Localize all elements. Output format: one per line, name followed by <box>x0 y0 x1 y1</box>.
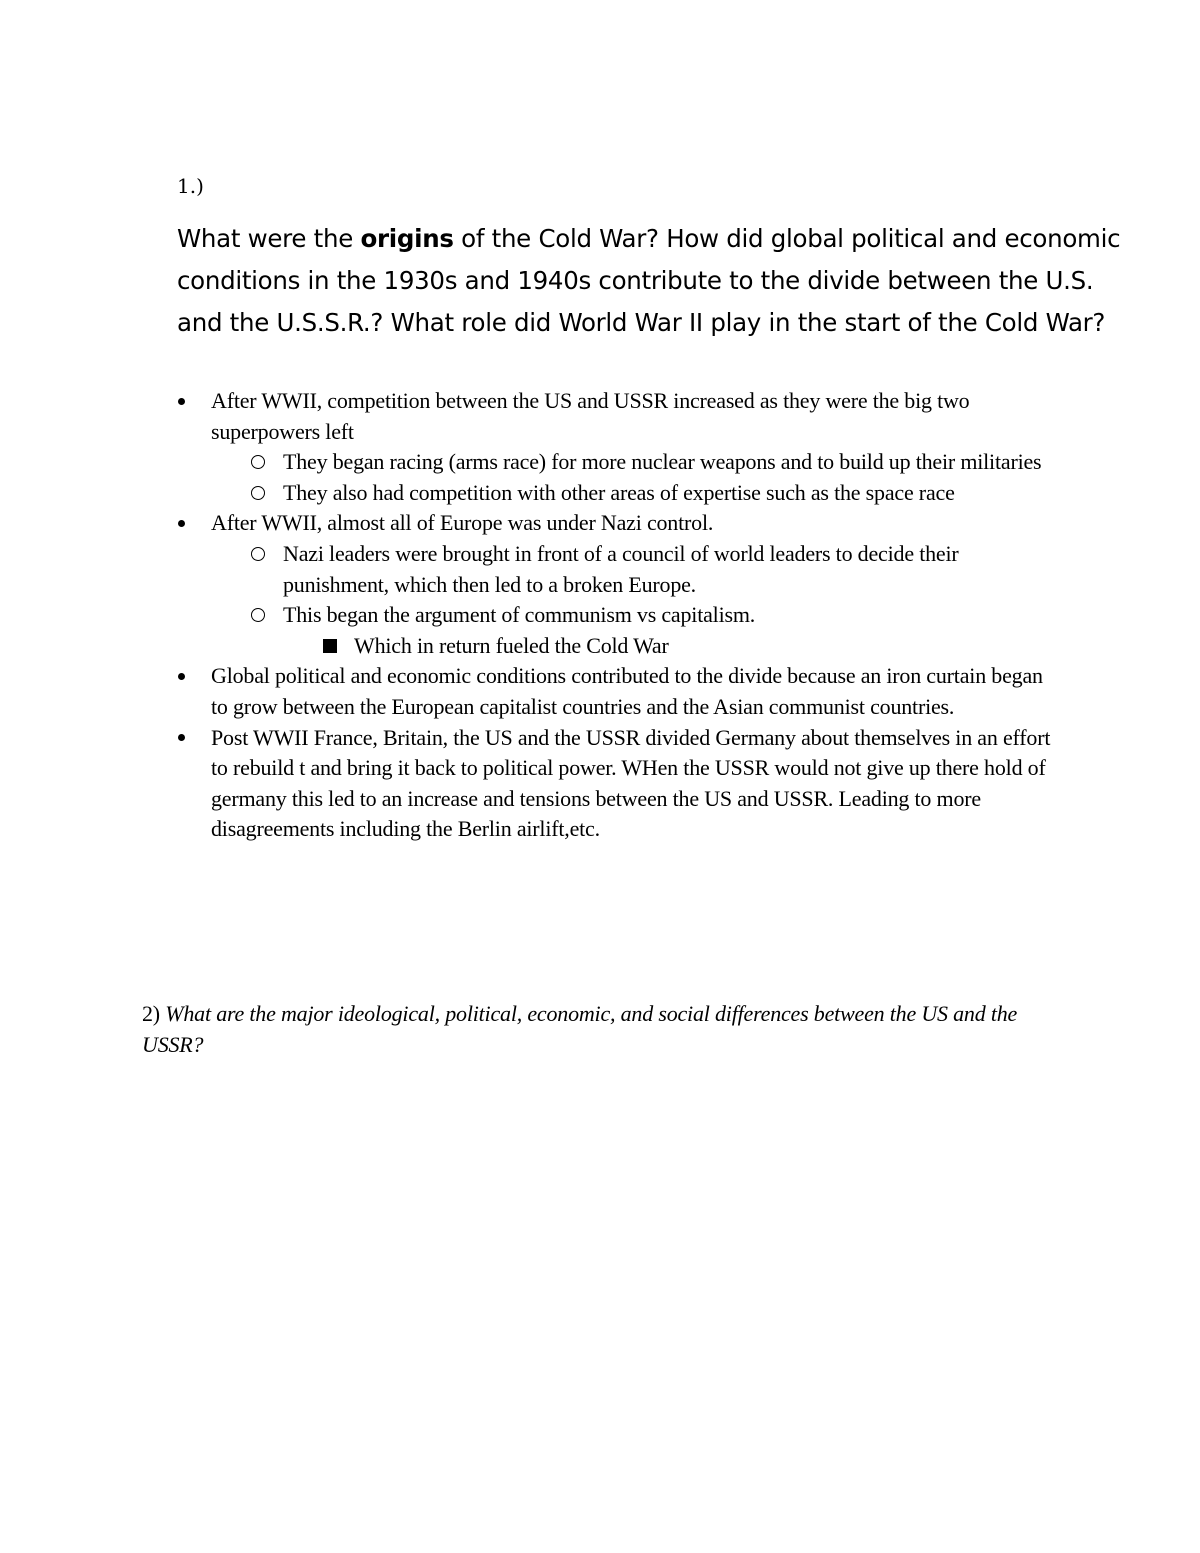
answer-sub-bullet <box>0 600 1053 631</box>
bullet-circle-icon <box>246 539 270 570</box>
answer-sub-bullet <box>0 447 1053 478</box>
answer-sub-bullet-text: This began the argument of communism vs capitalism. <box>283 602 756 628</box>
answer-sub-sub-bullet <box>0 631 1054 662</box>
question-2-prompt: What are the major ideological, political, economic, and social differences between the US and the USSR? <box>142 1001 1018 1057</box>
bullet-circle-icon <box>246 600 270 631</box>
bullet-square-icon <box>320 631 340 662</box>
question-1-prompt-bold: origins <box>360 224 454 253</box>
bullet-dot-icon <box>174 723 188 754</box>
answer-sub-bullet-text: They also had competition with other areas of expertise such as the space race <box>283 479 955 505</box>
answer-bullet-text: After WWII, competition between the US and USSR increased as they were the big two superpowers left <box>211 388 970 444</box>
answer-bullet <box>0 661 1051 722</box>
answer-bullet-text: After WWII, almost all of Europe was under Nazi control. <box>211 510 714 536</box>
question-2 <box>142 998 1062 1060</box>
answer-sub-bullet-text: Nazi leaders were brought in front of a council of world leaders to decide their punishment, which then led to a broken Europe. <box>283 540 959 597</box>
bullet-circle-icon <box>246 447 270 478</box>
answer-bullet-text: Post WWII France, Britain, the US and the USSR divided Germany about themselves in an effort to rebuild t and bring it back to political power. WHen the USSR would not give up there hold of germany this led to an increase and tensions between the US and USSR. Leading to more disagreements including the Berlin airlift,etc. <box>211 724 1051 842</box>
answer-bullet-text: Global political and economic conditions contributed to the divide because an iron curtain began to grow between the European capitalist countries and the Asian communist countries. <box>211 663 1043 719</box>
bullet-circle-icon <box>246 478 270 509</box>
answer-bullet <box>0 386 1051 447</box>
question-1-prompt-end: of the Cold War? How did global political and economic conditions in the 1930s and 1940s contribute to the divide between the U.S. and the U.S.S.R.? What role did World War II play in the start of the Cold War? <box>177 224 1121 337</box>
answer-bullet <box>0 508 1051 539</box>
bullet-dot-icon <box>174 661 188 692</box>
answer-list <box>0 386 1200 845</box>
bullet-dot-icon <box>174 386 188 417</box>
answer-sub-bullet-text: They began racing (arms race) for more nuclear weapons and to build up their militaries <box>283 449 1042 475</box>
question-1-prompt-start: What were the <box>177 224 361 253</box>
answer-bullet <box>0 723 1051 845</box>
bullet-dot-icon <box>174 508 188 539</box>
question-1-prompt <box>177 218 1137 344</box>
answer-sub-sub-bullet-text: Which in return fueled the Cold War <box>354 632 669 658</box>
answer-sub-bullet <box>0 478 1053 509</box>
answer-sub-bullet <box>0 539 1053 600</box>
question-2-number: 2) <box>142 1001 160 1026</box>
question-1-number: 1.) <box>177 174 204 198</box>
